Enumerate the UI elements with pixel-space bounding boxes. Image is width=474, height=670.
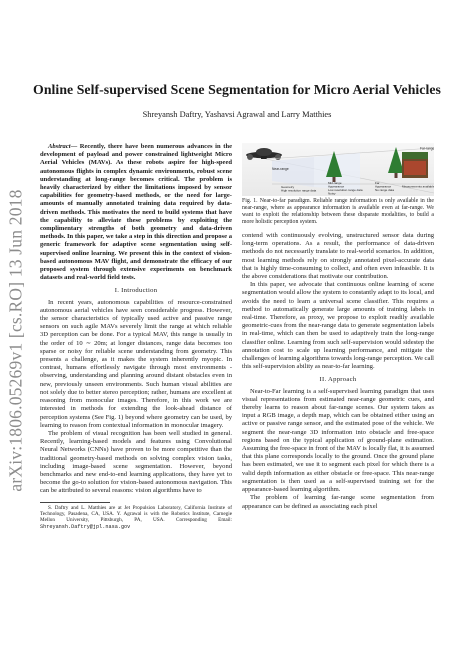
footnote-email: Shreyansh.Daftry@jpl.nasa.gov — [40, 523, 131, 530]
near-list-2: High resolution range data — [281, 188, 317, 193]
left-column — [40, 143, 232, 530]
far-list-2: No range data — [375, 188, 395, 192]
paper-title: Online Self-supervised Scene Segmentation for Micro Aerial Vehicles — [33, 82, 441, 97]
intro-paragraph-2: The problem of visual recognition has been well studied in general. Recently, learning-based models and features using Convolutional Neural Networks (CNNs) have proven to be more competitive than the traditional geometry-based methods on solving complex vision tasks, including image-based scene segmentation. However, beyond benchmarks and new end-to-end learning applications, they have yet to become the go-to solution for vision-based autonomous navigation. This can be attributed to several reasons: vision algorithms have to — [40, 429, 232, 495]
abstract-text: — Recently, there have been numerous advances in the development of payload and power constrained lightweight Micro Aerial Vehicles (MAVs). As these robots aspire for high-speed autonomous flights in complex dynamic environments, robust scene understanding at long-range becomes critical. The problem is heavily characterized by either the limitations imposed by sensor capabilities for geometry-based methods, or the need for large-amounts of manually annotated training data required by data-driven methods. This motivates the need to build systems that have the capability to alleviate these problems by exploiting the complimentary strengths of both geometry and data-driven methods. In this paper, we take a step in this direction and propose a generic framework for adaptive scene segmentation using self-supervised online learning. We present this in the context of vision-based autonomous MAV flight, and demonstrate the efficacy of our proposed system through extensive experiments on benchmark datasets and real-world field tests. — [40, 143, 232, 282]
abstract-label: Abstract — [48, 143, 71, 150]
footnote-rule — [40, 502, 110, 503]
figure-1 — [242, 143, 434, 196]
mid-list-2: Low resolution range data — [328, 188, 363, 192]
paper-authors: Shreyansh Daftry, Yashavsi Agrawal and Larry Matthies — [142, 110, 332, 119]
far-list-3: Measurements available — [402, 184, 434, 189]
footnote-text: S. Daftry and L. Matthies are at Jet Propulsion Laboratory, California Institute of Technology, Pasadena, CA, USA. Y. Agrawal is with the Robotics Institute, Carnegie Mellon University, Pittsburgh, PA, USA. Corresponding Email: — [40, 504, 232, 524]
footnote — [40, 505, 232, 531]
section-heading-approach: II. Approach — [319, 376, 357, 384]
near-range-label: Near-range — [272, 167, 289, 171]
arxiv-stamp: arXiv:1806.05269v1 [cs.RO] 13 Jun 2018 — [5, 188, 26, 492]
far-range-image — [402, 152, 428, 178]
mid-list-1: Appearance — [328, 184, 345, 189]
far-title: Far — [375, 181, 380, 185]
right-paragraph-1: contend with continuously evolving, unstructured sensor data during long-term operations. As a result, the performance of data-driven methods do not necessarily translate to real-world scenarios. In addition, most learning methods rely on strongly annotated pixel-accurate data that is highly time-consuming to collect, and often even infeasible. It is the above considerations that motivate our contribution. — [242, 232, 434, 281]
mid-range-title: Mid-range — [328, 181, 342, 185]
far-list-1: Appearance — [375, 184, 392, 189]
right-paragraph-2: In this paper, we advocate that continuous online learning of scene segmentation would allow the system to constantly adapt to its local, and avoids the need to learn a universal scene classifier. This requires a method to automatically generate large amounts of training labels in real-time. Therefore, as proxy, we propose to exploit readily available geometric-cues from the near-range data to generate segmentation labels in real-time, which can then be used to adaptively train the long-range classifier online. Learning from such self-supervision would sidestep the annotation cost to scale up learning performance, and mitigate the challenges of learning algorithms towards long-range perception. We call this self-supervision ability as near-to-far learning. — [242, 281, 434, 371]
approach-paragraph-2: The problem of learning far-range scene segmentation from appearance can be defined as associating each pixel — [242, 494, 434, 510]
far-range-label: Far-range — [420, 146, 434, 151]
approach-paragraph-1: Near-to-Far learning is a self-supervised learning paradigm that uses visual representations from estimated near-range geometric cues, and thereby learns to reason about far-range scenes. Our system takes as input a RGB image, a depth map, which can be obtained either using an active or passive range sensor, and the estimated pose of the vehicle. We segment the near-range 3D information into obstacle and free-space regions based on the typical application of ground-plane estimation. Assuming the free-space in front of the MAV is locally flat, it is assumed that this plane corresponds locally to the ground. Once the ground plane has been estimated, we use it to segment each pixel for which there is a valid depth information as either obstacle or free-space. This near-range segmentation is then used as a self-supervised training set for the appearance-based learning algorithm. — [242, 387, 434, 494]
right-column — [242, 143, 434, 511]
abstract — [40, 143, 232, 282]
intro-paragraph-1: In recent years, autonomous capabilities of resource-constrained autonomous aerial vehicles have seen considerable progress. However, the sensor characteristics of typically used active and passive range sensors on such agile MAVs severely limit the range at which reliable 3D perception can be done. For a typical MAV, this range is usually in the order of 10 ∼ 20m; at longer distances, range data becomes too sparse or noisy for reliable scene understanding from geometry. This presents a challenge, as it makes the system inherently myopic. In contrast, humans effortlessly navigate through most environments - observing, understanding and planning around distant obstacles even in new, previously unseen environments. Such human visual abilities are not solely due to better stereo perception; rather, humans are excellent at reasoning from monocular images. Therefore, in this work we are interested in methods for extending the look-ahead distance of perception systems (See Fig. 1) beyond where geometry can be used, by learning to reason from contextual information in monocular imagery. — [40, 298, 232, 429]
section-heading-introduction: I. Introduction — [114, 287, 158, 295]
mid-list-3: Noisy — [328, 191, 336, 196]
near-list-1: Geometry — [281, 185, 295, 189]
near-to-far-illustration — [242, 143, 434, 196]
figure-caption: Fig. 1. Near-to-far paradigm. Reliable range information is only available in the near-range, where as appearance information is available even at far-range. We want to exploit the relationship between these disparate modalities, to build a more holistic perception system. — [242, 198, 434, 225]
